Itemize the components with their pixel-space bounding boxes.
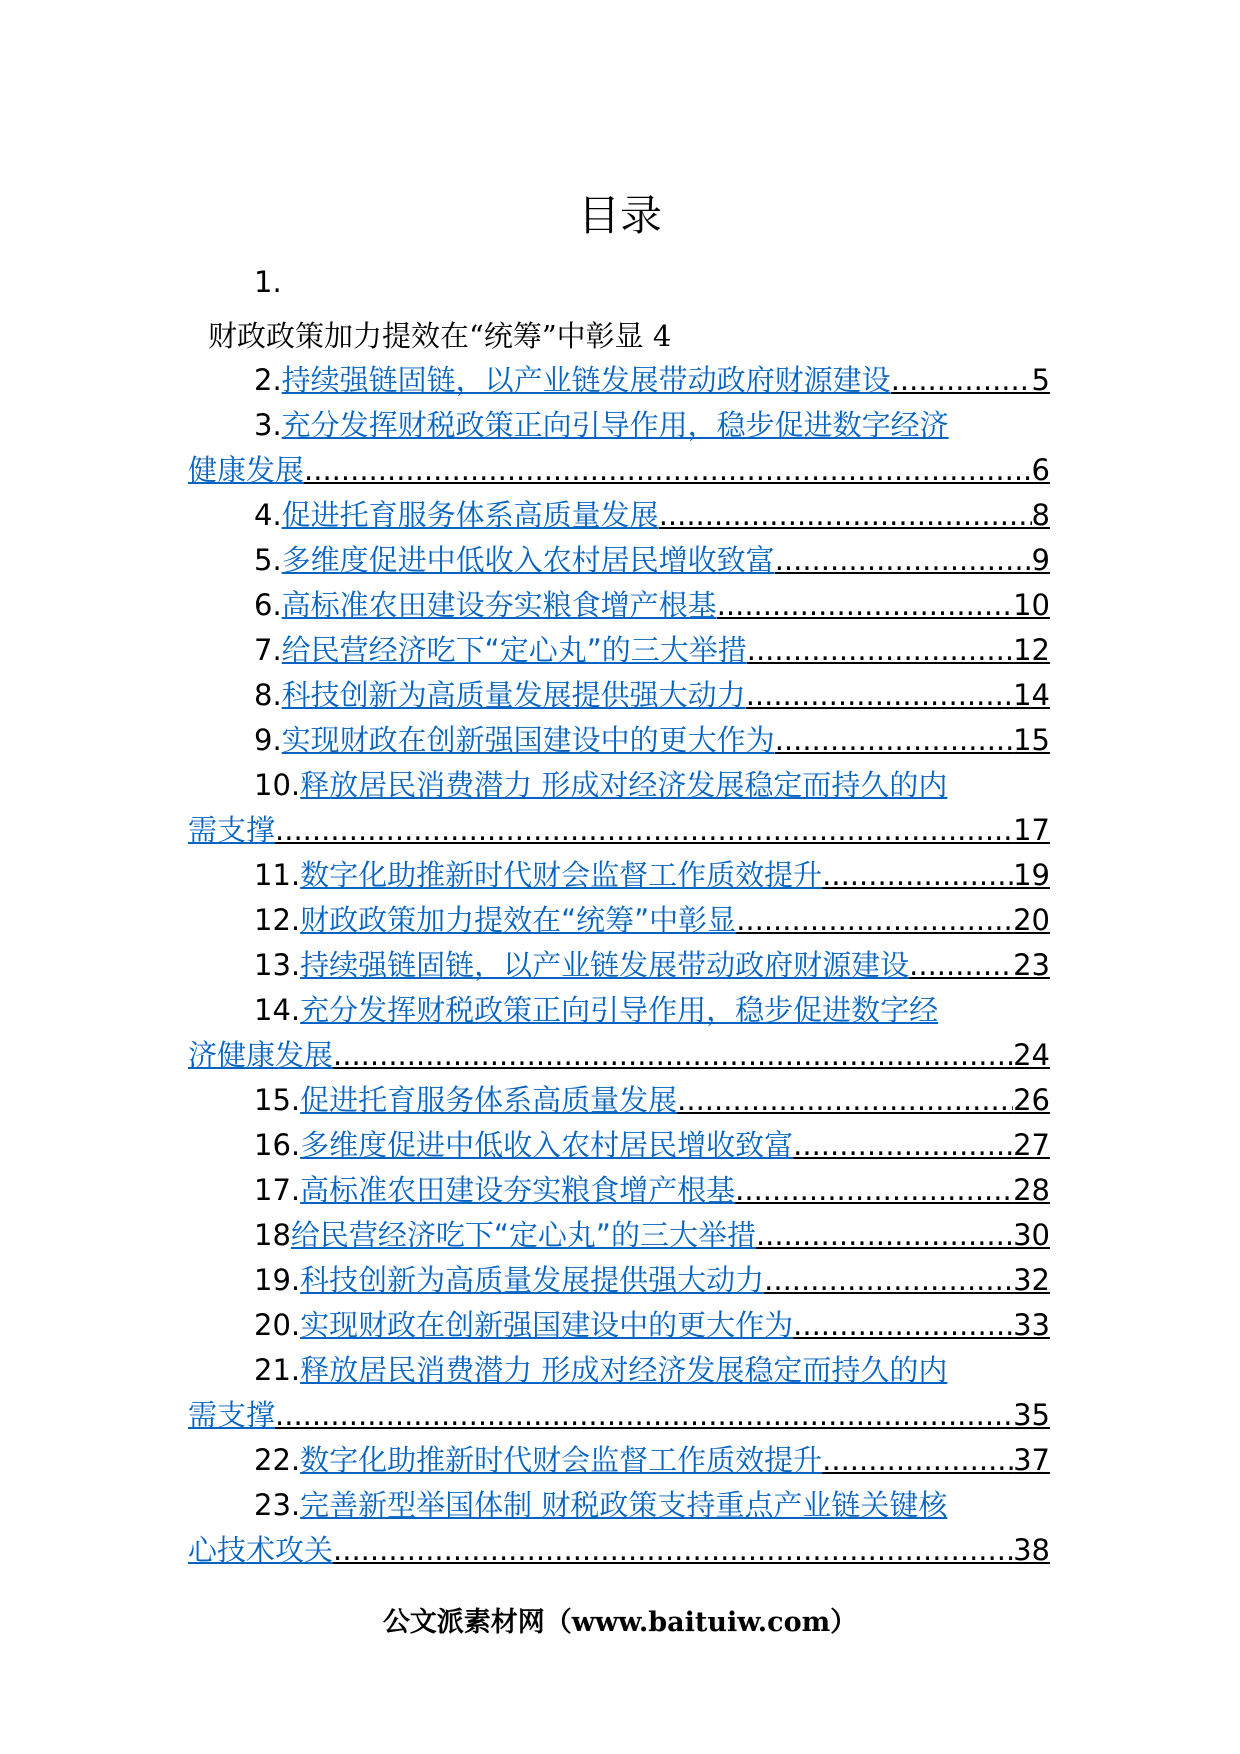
toc-entry-page[interactable]: 35 bbox=[1013, 1398, 1050, 1432]
toc-entry-link[interactable]: 多维度促进中低收入农村居民增收致富 bbox=[281, 543, 775, 577]
toc-entry-link[interactable]: 持续强链固链，以产业链发展带动政府财源建设 bbox=[281, 363, 891, 397]
toc-leader-dots bbox=[735, 1168, 1013, 1213]
toc-leader-dots bbox=[775, 718, 1013, 763]
toc-entry-link[interactable]: 给民营经济吃下“定心丸”的三大举措 bbox=[290, 1218, 756, 1252]
toc-entry-page[interactable]: 5 bbox=[1031, 363, 1050, 397]
toc-entry-page[interactable]: 32 bbox=[1013, 1263, 1050, 1297]
toc-entry-page[interactable]: 19 bbox=[1013, 858, 1050, 892]
toc-entry-line[interactable] bbox=[188, 448, 1050, 493]
toc-leader-dots bbox=[333, 1033, 1013, 1078]
toc-entry-line[interactable] bbox=[188, 718, 1050, 763]
toc-entry-number: 19. bbox=[254, 1263, 301, 1297]
toc-entry-link[interactable]: 释放居民消费潜力 形成对经济发展稳定而持久的内 bbox=[300, 1353, 948, 1387]
toc-entry-number: 9. bbox=[254, 723, 282, 757]
toc-entry-line[interactable] bbox=[188, 1258, 1050, 1303]
toc-leader-dots bbox=[793, 1303, 1013, 1348]
toc-entry-line[interactable] bbox=[188, 1123, 1050, 1168]
toc-entry-number: 20. bbox=[254, 1308, 301, 1342]
toc-leader-dots bbox=[764, 1258, 1013, 1303]
toc-entry-page[interactable]: 28 bbox=[1013, 1173, 1050, 1207]
toc-leader-dots bbox=[822, 853, 1013, 898]
toc-entry-link[interactable]: 需支撑 bbox=[188, 813, 276, 847]
toc-entry-number: 2. bbox=[254, 363, 282, 397]
toc-entry-number: 4. bbox=[254, 498, 282, 532]
toc-entry-line[interactable] bbox=[188, 583, 1050, 628]
toc-entry-line[interactable] bbox=[188, 853, 1050, 898]
toc-entry-line[interactable] bbox=[188, 1168, 1050, 1213]
toc-entry-line[interactable] bbox=[188, 1393, 1050, 1438]
toc-leader-dots bbox=[746, 673, 1013, 718]
toc-entry-number: 5. bbox=[254, 543, 282, 577]
toc-entry-link[interactable]: 持续强链固链，以产业链发展带动政府财源建设 bbox=[300, 948, 910, 982]
toc-entry-page[interactable]: 20 bbox=[1013, 903, 1050, 937]
toc-entry-line[interactable] bbox=[188, 1348, 1050, 1393]
toc-entry-line[interactable] bbox=[188, 673, 1050, 718]
toc-entry-line[interactable] bbox=[188, 808, 1050, 853]
toc-entry-number: 17. bbox=[254, 1173, 301, 1207]
toc-entry-page[interactable]: 12 bbox=[1013, 633, 1050, 667]
toc-entry-page[interactable]: 27 bbox=[1013, 1128, 1050, 1162]
toc-leader-dots bbox=[736, 898, 1013, 943]
toc-entry-page[interactable]: 23 bbox=[1013, 948, 1050, 982]
toc-leader-dots bbox=[747, 628, 1013, 673]
toc-entry-page[interactable]: 24 bbox=[1013, 1038, 1050, 1072]
toc-entry-link[interactable]: 高标准农田建设夯实粮食增产根基 bbox=[281, 588, 717, 622]
toc-entry-number: 21. bbox=[254, 1353, 301, 1387]
toc-entry-link[interactable]: 充分发挥财税政策正向引导作用，稳步促进数字经 bbox=[300, 993, 939, 1027]
toc-entry-line[interactable] bbox=[188, 763, 1050, 808]
toc-entry-number: 18 bbox=[254, 1218, 291, 1252]
toc-entry-line[interactable] bbox=[188, 493, 1050, 538]
toc-entry-link[interactable]: 多维度促进中低收入农村居民增收致富 bbox=[300, 1128, 794, 1162]
toc-entry-number: 13. bbox=[254, 948, 301, 982]
toc-leader-dots bbox=[304, 448, 1032, 493]
toc-entry-link[interactable]: 科技创新为高质量发展提供强大动力 bbox=[281, 678, 746, 712]
toc-entry-page[interactable]: 10 bbox=[1013, 588, 1050, 622]
toc-leader-dots bbox=[822, 1438, 1013, 1483]
toc-entry-page[interactable]: 26 bbox=[1013, 1083, 1050, 1117]
toc-entry-page[interactable]: 17 bbox=[1013, 813, 1050, 847]
toc-entry-link[interactable]: 数字化助推新时代财会监督工作质效提升 bbox=[300, 1443, 823, 1477]
toc-entry-number: 16. bbox=[254, 1128, 301, 1162]
toc-entry-page[interactable]: 38 bbox=[1013, 1533, 1050, 1567]
toc-entry-link[interactable]: 促进托育服务体系高质量发展 bbox=[300, 1083, 678, 1117]
toc-entry-page: 4 bbox=[652, 319, 672, 353]
toc-entry-line[interactable] bbox=[188, 1303, 1050, 1348]
toc-entry-title: 财政政策加力提效在“统筹”中彰显 bbox=[208, 319, 644, 353]
toc-entry-link[interactable]: 心技术攻关 bbox=[188, 1533, 334, 1567]
toc-entry-number: 3. bbox=[254, 408, 282, 442]
toc-entry-link[interactable]: 完善新型举国体制 财税政策支持重点产业链关键核 bbox=[300, 1488, 948, 1522]
toc-entry-page[interactable]: 8 bbox=[1031, 498, 1050, 532]
toc-leader-dots bbox=[677, 1078, 1013, 1123]
toc-entry-line[interactable] bbox=[188, 538, 1050, 583]
toc-leader-dots bbox=[909, 943, 1013, 988]
toc-entry-number: 15. bbox=[254, 1083, 301, 1117]
toc-leader-dots bbox=[659, 493, 1032, 538]
toc-entry-number: 11. bbox=[254, 858, 301, 892]
toc-entry-line[interactable] bbox=[188, 403, 1050, 448]
toc-entry-link[interactable]: 科技创新为高质量发展提供强大动力 bbox=[300, 1263, 765, 1297]
toc-entry-page[interactable]: 9 bbox=[1031, 543, 1050, 577]
toc-entry-page[interactable]: 33 bbox=[1013, 1308, 1050, 1342]
toc-entry-line[interactable] bbox=[188, 1213, 1050, 1258]
toc-entry-line[interactable] bbox=[188, 358, 1050, 403]
toc-entry-page[interactable]: 30 bbox=[1013, 1218, 1050, 1252]
toc-entry-page[interactable]: 6 bbox=[1031, 453, 1050, 487]
footer-watermark: 公文派素材网（www.baituiw.com） bbox=[382, 1607, 858, 1638]
toc-entry-line[interactable] bbox=[188, 1483, 1050, 1528]
toc-leader-dots bbox=[333, 1528, 1013, 1573]
toc-entry-line[interactable] bbox=[188, 988, 1050, 1033]
toc-entry-link[interactable]: 济健康发展 bbox=[188, 1038, 334, 1072]
toc-entry-line[interactable] bbox=[188, 1033, 1050, 1078]
toc-entry-link[interactable]: 实现财政在创新强国建设中的更大作为 bbox=[300, 1308, 794, 1342]
toc-entry-number: 1. bbox=[254, 265, 282, 299]
toc-entry-page[interactable]: 15 bbox=[1013, 723, 1050, 757]
toc-leader-dots bbox=[717, 583, 1013, 628]
toc-entry-link[interactable]: 释放居民消费潜力 形成对经济发展稳定而持久的内 bbox=[300, 768, 948, 802]
toc-entry-page[interactable]: 37 bbox=[1013, 1443, 1050, 1477]
toc-leader-dots bbox=[275, 1393, 1013, 1438]
toc-entry-number: 12. bbox=[254, 903, 301, 937]
toc-entry-link[interactable]: 充分发挥财税政策正向引导作用，稳步促进数字经济 bbox=[281, 408, 949, 442]
toc-entry-link[interactable]: 促进托育服务体系高质量发展 bbox=[281, 498, 659, 532]
toc-leader-dots bbox=[756, 1213, 1013, 1258]
toc-entry-line[interactable] bbox=[188, 1438, 1050, 1483]
toc-entry-link[interactable]: 健康发展 bbox=[188, 453, 305, 487]
toc-entry-plain bbox=[188, 316, 1050, 358]
toc-leader-dots bbox=[793, 1123, 1013, 1168]
toc-entry-number: 23. bbox=[254, 1488, 301, 1522]
toc-entry-line[interactable] bbox=[188, 628, 1050, 673]
table-of-contents bbox=[188, 262, 1050, 1573]
toc-leader-dots bbox=[891, 358, 1032, 403]
toc-entry-link[interactable]: 财政政策加力提效在“统筹”中彰显 bbox=[300, 903, 737, 937]
toc-entry-number: 10. bbox=[254, 768, 301, 802]
toc-leader-dots bbox=[775, 538, 1032, 583]
toc-entry-number: 7. bbox=[254, 633, 282, 667]
toc-entry-line[interactable] bbox=[188, 1528, 1050, 1573]
toc-entry-link[interactable]: 高标准农田建设夯实粮食增产根基 bbox=[300, 1173, 736, 1207]
toc-entry-number: 22. bbox=[254, 1443, 301, 1477]
toc-entry-link[interactable]: 实现财政在创新强国建设中的更大作为 bbox=[281, 723, 775, 757]
toc-entry-number: 8. bbox=[254, 678, 282, 712]
toc-entry-number: 6. bbox=[254, 588, 282, 622]
toc-entry-link[interactable]: 数字化助推新时代财会监督工作质效提升 bbox=[300, 858, 823, 892]
toc-entry-line[interactable] bbox=[188, 1078, 1050, 1123]
toc-entry-link[interactable]: 需支撑 bbox=[188, 1398, 276, 1432]
toc-entry-line[interactable] bbox=[188, 898, 1050, 943]
page-title: 目录 bbox=[577, 191, 662, 240]
toc-entry-line[interactable] bbox=[188, 943, 1050, 988]
toc-leader-dots bbox=[275, 808, 1013, 853]
toc-entry-page[interactable]: 14 bbox=[1013, 678, 1050, 712]
toc-entry-number: 14. bbox=[254, 993, 301, 1027]
toc-entry-link[interactable]: 给民营经济吃下“定心丸”的三大举措 bbox=[281, 633, 747, 667]
